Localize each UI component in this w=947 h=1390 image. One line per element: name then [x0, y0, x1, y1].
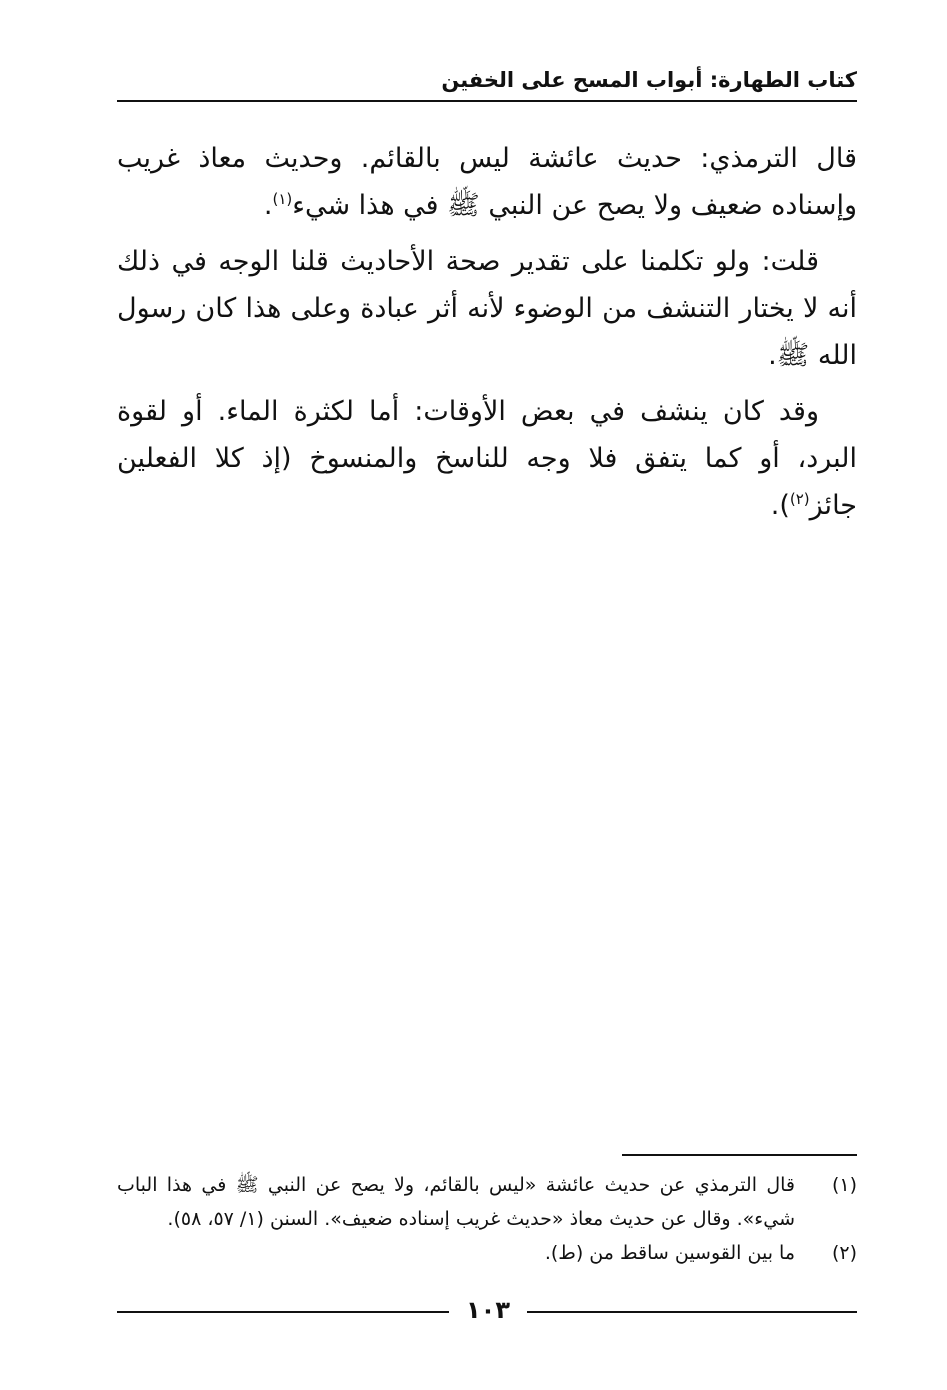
footnote-reference-2[interactable]: (٢) — [789, 490, 810, 508]
footnote-2 — [117, 1236, 857, 1270]
footnote-text: ما بين القوسين ساقط من (ط). — [544, 1242, 795, 1264]
footnote-1 — [117, 1168, 857, 1236]
paragraph-1-text: قال الترمذي: حديث عائشة ليس بالقائم. وحديث معاذ غريب وإسناده ضعيف ولا يصح عن النبي ﷺ في هذا شيء — [117, 143, 857, 221]
main-text — [117, 135, 857, 538]
footnote-separator — [622, 1154, 857, 1156]
paragraph-3 — [117, 388, 857, 529]
footnote-text: قال الترمذي عن حديث عائشة «ليس بالقائم، ولا يصح عن النبي ﷺ في هذا الباب شيء». وقال عن حديث معاذ «حديث غريب إسناده ضعيف». السنن (١/ ٥٧، ٥٨). — [117, 1174, 795, 1230]
paragraph-3-end: ). — [770, 490, 790, 521]
running-title: كتاب الطهارة: أبواب المسح على الخفين — [441, 68, 857, 92]
page-header — [117, 60, 857, 102]
paragraph-3-text: وقد كان ينشف في بعض الأوقات: أما لكثرة الماء. أو لقوة البرد، أو كما يتفق فلا وجه للناسخ والمنسوخ (إذ كلا الفعلين جائز — [117, 396, 857, 521]
footnotes — [117, 1168, 857, 1270]
footer-rule-left — [117, 1311, 449, 1313]
paragraph-2: قلت: ولو تكلمنا على تقدير صحة الأحاديث قلنا الوجه في ذلك أنه لا يختار التنشف من الوضوء لأنه أثر عبادة وعلى هذا كان رسول الله ﷺ. — [117, 246, 857, 371]
footnote-number: (٢) — [831, 1242, 857, 1264]
paragraph-1 — [117, 135, 857, 229]
page-footer — [117, 1296, 857, 1326]
page-number: ١٠٣ — [466, 1296, 510, 1324]
footnote-reference-1[interactable]: (١) — [272, 190, 293, 208]
footnote-number: (١) — [831, 1174, 857, 1196]
paragraph-1-end: . — [263, 190, 273, 221]
footer-rule-right — [527, 1311, 857, 1313]
